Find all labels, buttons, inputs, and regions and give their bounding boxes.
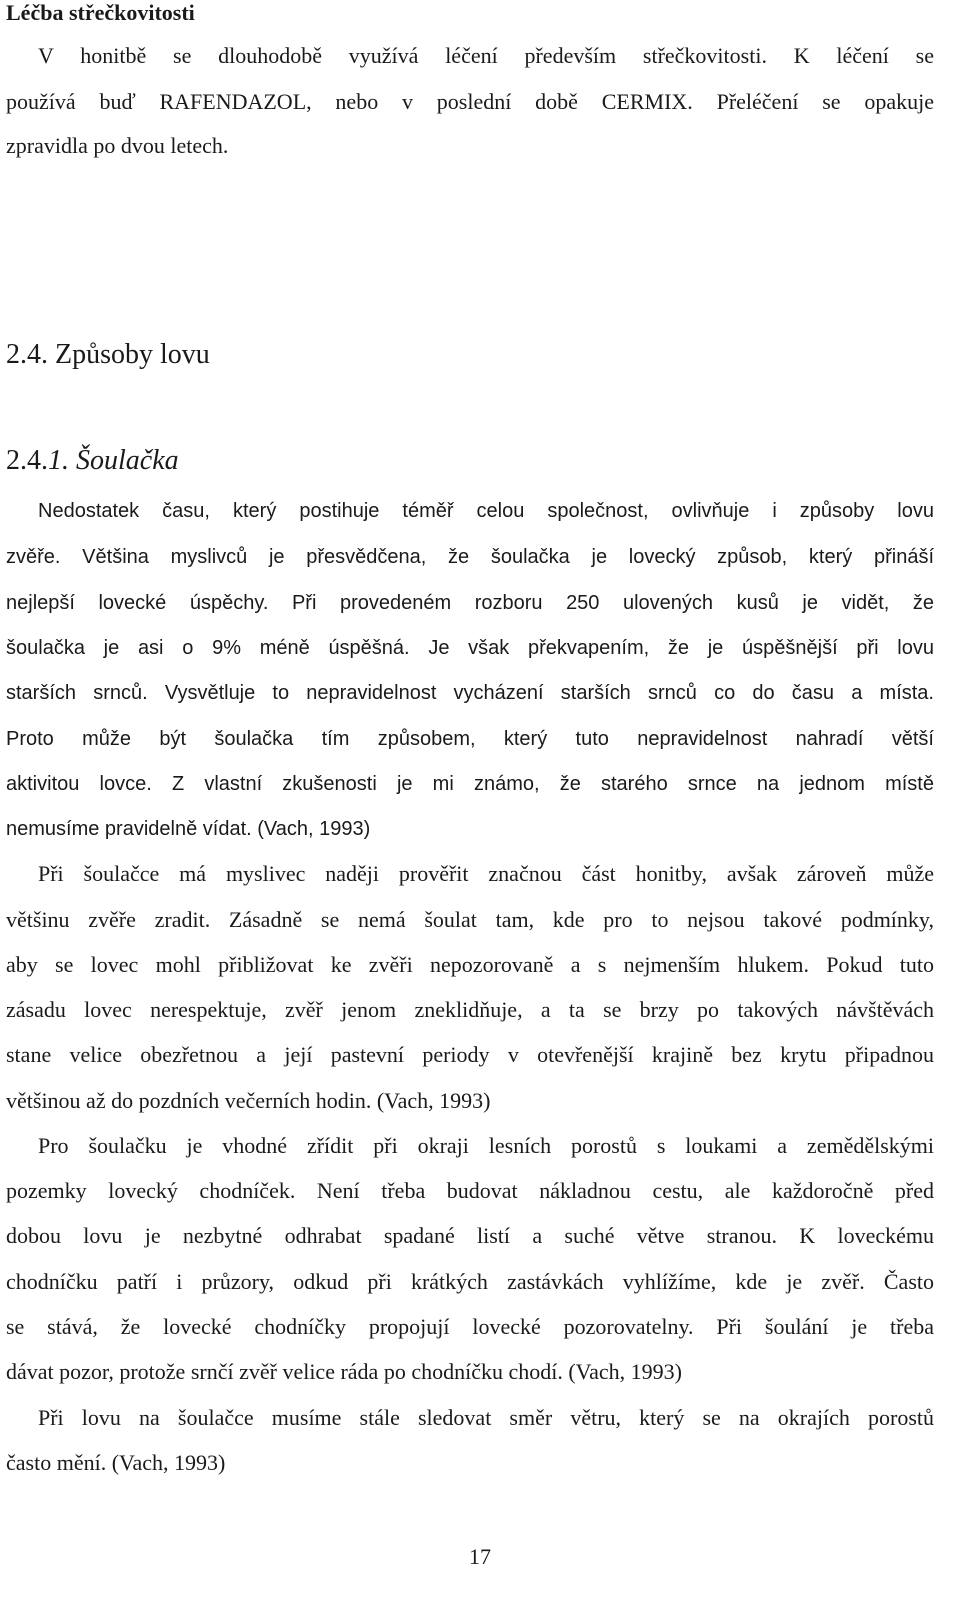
paragraph-line: aktivitou lovce. Z vlastní zkušenosti je mi známo, že starého srnce na jednom místě	[6, 773, 934, 795]
subchapter-number: 2.4.	[6, 445, 48, 476]
page-number: 17	[469, 1544, 491, 1569]
paragraph-line: Při lovu na šoulačce musíme stále sledovat směr větru, který se na okrajích porostů	[38, 1405, 934, 1430]
paragraph-line: nejlepší lovecké úspěchy. Při provedeném rozboru 250 ulovených kusů je vidět, že	[6, 592, 934, 614]
paragraph-line: Pro šoulačku je vhodné zřídit při okraji lesních porostů s loukami a zemědělskými	[38, 1133, 934, 1158]
subchapter-title: 1. Šoulačka	[48, 445, 179, 476]
chapter-heading: 2.4. Způsoby lovu	[6, 339, 210, 370]
paragraph-line: zvěře. Většina myslivců je přesvědčena, že šoulačka je lovecký způsob, který přináší	[6, 546, 934, 568]
paragraph-line: zásadu lovec nerespektuje, zvěř jenom zneklidňuje, a ta se brzy po takových návštěvách	[6, 997, 934, 1022]
paragraph-line: starších srnců. Vysvětluje to nepravidelnost vycházení starších srnců co do času a místa.	[6, 682, 934, 704]
paragraph-line: stane velice obezřetnou a její pastevní periody v otevřenější krajině bez krytu připadnou	[6, 1042, 934, 1067]
paragraph-line: aby se lovec mohl přibližovat ke zvěři nepozorovaně a s nejmenším hlukem. Pokud tuto	[6, 952, 934, 977]
paragraph-line: zpravidla po dvou letech.	[6, 133, 229, 158]
paragraph-line: používá buď RAFENDAZOL, nebo v poslední době CERMIX. Přeléčení se opakuje	[6, 89, 934, 114]
paragraph-line: chodníčku patří i průzory, odkud při krátkých zastávkách vyhlížíme, kde je zvěř. Často	[6, 1269, 934, 1294]
paragraph-line: pozemky lovecký chodníček. Není třeba budovat nákladnou cestu, ale každoročně před	[6, 1178, 934, 1203]
paragraph-line: šoulačka je asi o 9% méně úspěšná. Je však překvapením, že je úspěšnější při lovu	[6, 637, 934, 659]
paragraph-line: V honitbě se dlouhodobě využívá léčení především střečkovitosti. K léčení se	[38, 43, 934, 68]
paragraph-line: Nedostatek času, který postihuje téměř celou společnost, ovlivňuje i způsoby lovu	[38, 500, 934, 522]
subchapter-heading	[6, 444, 179, 478]
paragraph-line: dávat pozor, protože srnčí zvěř velice ráda po chodníčku chodí. (Vach, 1993)	[6, 1359, 682, 1384]
paragraph-line: se stává, že lovecké chodníčky propojují lovecké pozorovatelny. Při šoulání je třeba	[6, 1314, 934, 1339]
paragraph-line: dobou lovu je nezbytné odhrabat spadané listí a suché větve stranou. K loveckému	[6, 1223, 934, 1248]
paragraph-line: Proto může být šoulačka tím způsobem, který tuto nepravidelnost nahradí větší	[6, 728, 934, 750]
section-title: Léčba střečkovitosti	[6, 0, 195, 25]
paragraph-line: Při šoulačce má myslivec naději prověřit značnou část honitby, avšak zároveň může	[38, 861, 934, 886]
paragraph-line: nemusíme pravidelně vídat. (Vach, 1993)	[6, 818, 371, 840]
paragraph-line: často mění. (Vach, 1993)	[6, 1450, 226, 1475]
paragraph-line: většinou až do pozdních večerních hodin. (Vach, 1993)	[6, 1088, 491, 1113]
paragraph-line: většinu zvěře zradit. Zásadně se nemá šoulat tam, kde pro to nejsou takové podmínky,	[6, 907, 934, 932]
